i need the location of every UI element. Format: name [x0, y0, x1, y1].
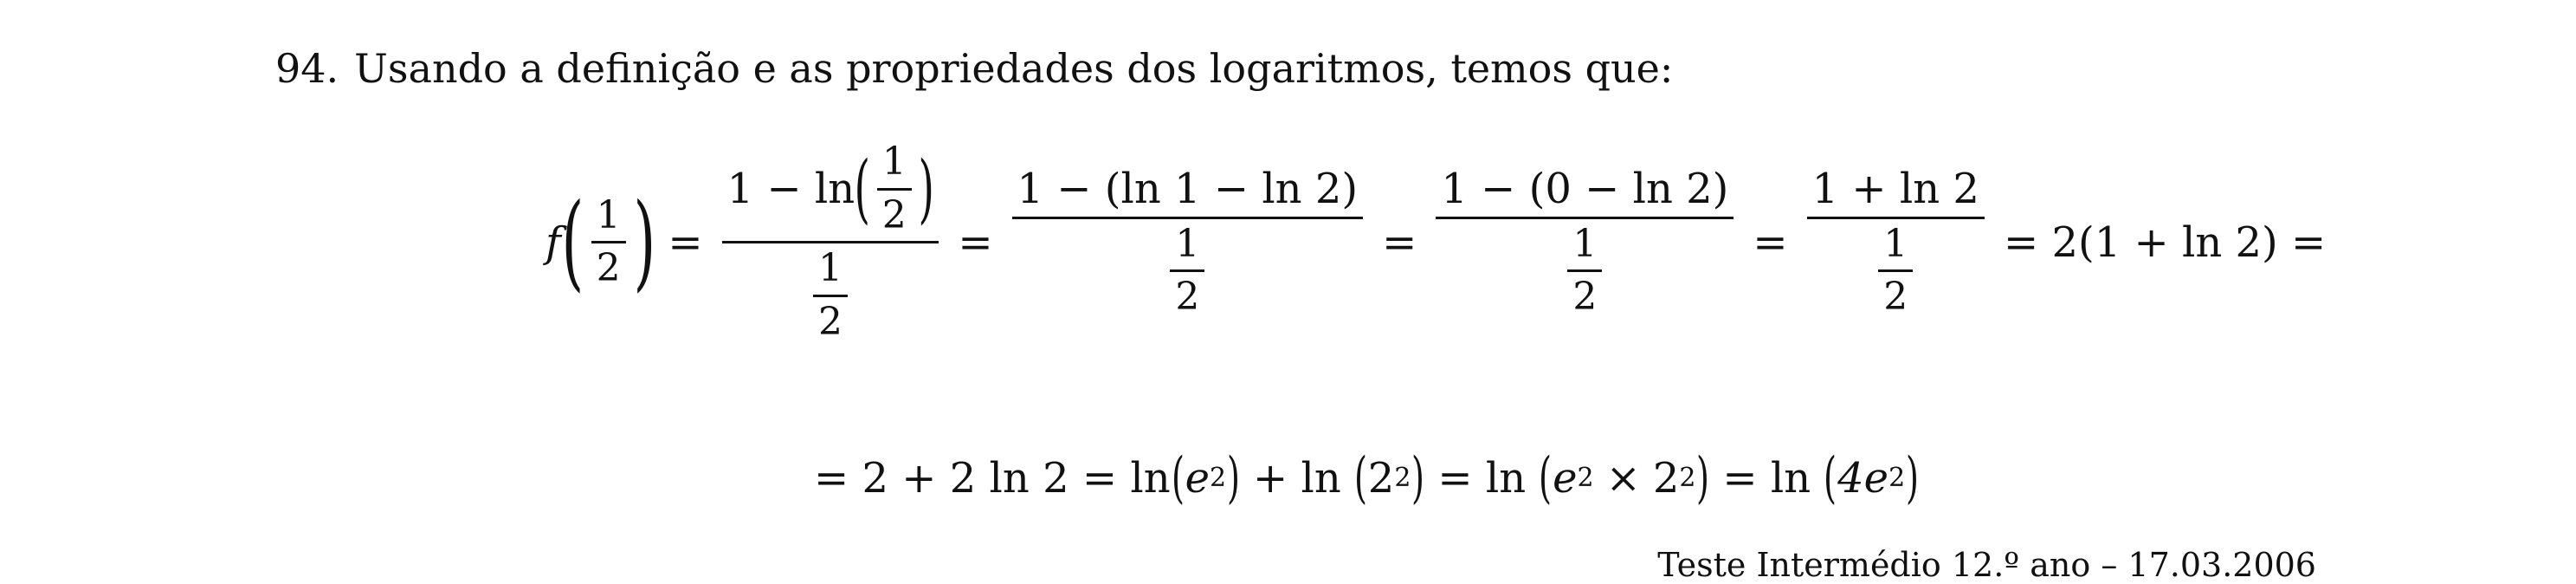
fraction-term-4 [1807, 165, 1985, 320]
exercise-text: Usando a definição e as propriedades dos logaritmos, temos que: [354, 45, 1674, 92]
fraction-bar [1170, 269, 1204, 272]
fraction-denominator: 2 [1883, 275, 1908, 320]
paren-right: ) [633, 181, 655, 302]
fraction-bar [722, 241, 939, 243]
fraction-denominator [801, 247, 860, 344]
fraction-numerator: 1 [1572, 221, 1598, 266]
base-two: 2 [1367, 454, 1395, 503]
exercise-intro [275, 45, 1673, 92]
fraction-denominator: 2 [596, 246, 621, 291]
fraction-denominator [1555, 223, 1614, 320]
times-sign: × [1605, 454, 1641, 503]
fraction-numerator [722, 140, 939, 237]
paren-left: ( [854, 146, 871, 233]
fraction-numerator: 1 [1883, 221, 1908, 266]
fraction-half-den [1878, 223, 1913, 320]
fraction-half-den [1170, 223, 1204, 320]
fraction-half-arg [591, 194, 626, 291]
exercise-number: 94. [275, 45, 339, 92]
fraction-bar [1567, 269, 1602, 272]
fraction-numerator: 1 [596, 192, 621, 237]
fraction-bar [1012, 217, 1364, 219]
fraction-bar [1807, 217, 1985, 219]
fraction-half-inner [877, 140, 912, 237]
fraction-term-1 [722, 140, 939, 344]
paren-right: ) [1906, 446, 1920, 510]
fraction-numerator: 1 − (ln 1 − ln 2) [1017, 164, 1359, 213]
fraction-bar [813, 295, 848, 297]
paren-right: ) [1696, 446, 1710, 510]
fraction-denominator [1866, 223, 1925, 320]
fraction-half-den [813, 247, 848, 344]
fraction-bar [591, 241, 626, 243]
equals-sign: = [1382, 217, 1417, 267]
equals-ln: = ln [1437, 454, 1527, 503]
fraction-numerator: 1 [881, 140, 907, 184]
paren-left: ( [1353, 446, 1367, 510]
expression-start: = 2 + 2 ln 2 = ln [814, 454, 1171, 503]
fraction-numerator: 1 − (0 − ln 2) [1441, 164, 1729, 213]
fraction-bar [877, 188, 912, 191]
euler-e: e [1185, 454, 1210, 503]
paren-right: ) [918, 146, 934, 233]
equals-sign: = [1753, 217, 1788, 267]
fraction-denominator: 2 [1175, 275, 1200, 320]
paren-left: ( [1539, 446, 1553, 510]
numerator-text: 1 − ln [726, 164, 855, 213]
plus-ln: + ln [1253, 454, 1341, 503]
fraction-denominator: 2 [1572, 275, 1598, 320]
equals-sign: = [668, 217, 703, 267]
fraction-numerator: 1 + ln 2 [1811, 164, 1979, 213]
fraction-bar [1436, 217, 1733, 219]
paren-right: ) [1411, 446, 1425, 510]
fraction-term-3 [1436, 165, 1733, 320]
fraction-denominator: 2 [881, 192, 907, 237]
fraction-half-den [1567, 223, 1602, 320]
source-footer: Teste Intermédio 12.º ano – 17.03.2006 [1657, 546, 2316, 584]
equals-ln: = ln [1722, 454, 1811, 503]
fraction-term-2 [1012, 165, 1364, 320]
paren-right: ) [1227, 446, 1241, 510]
fraction-denominator: 2 [817, 299, 843, 344]
euler-e: e [1553, 454, 1578, 503]
paren-left: ( [1824, 446, 1837, 510]
fraction-bar [1878, 269, 1913, 272]
equation-line-1 [546, 140, 2338, 344]
function-f: f [546, 217, 561, 267]
fraction-numerator: 1 [1175, 221, 1200, 266]
fraction-numerator: 1 [817, 246, 843, 291]
base-two: 2 [1652, 454, 1680, 503]
equals-sign: = [958, 217, 993, 267]
result-expression: = 2(1 + ln 2) = [2003, 217, 2327, 267]
four-e: 4e [1837, 454, 1889, 503]
equation-line-2: = 2 + 2 ln 2 = ln ( e 2 ) + ln ( 2 2 ) = ln ( e 2 × 2 2 ) = ln ( 4e 2 ) [814, 446, 1920, 510]
fraction-denominator [1158, 223, 1217, 320]
paren-left: ( [561, 181, 584, 302]
paren-left: ( [1171, 446, 1185, 510]
